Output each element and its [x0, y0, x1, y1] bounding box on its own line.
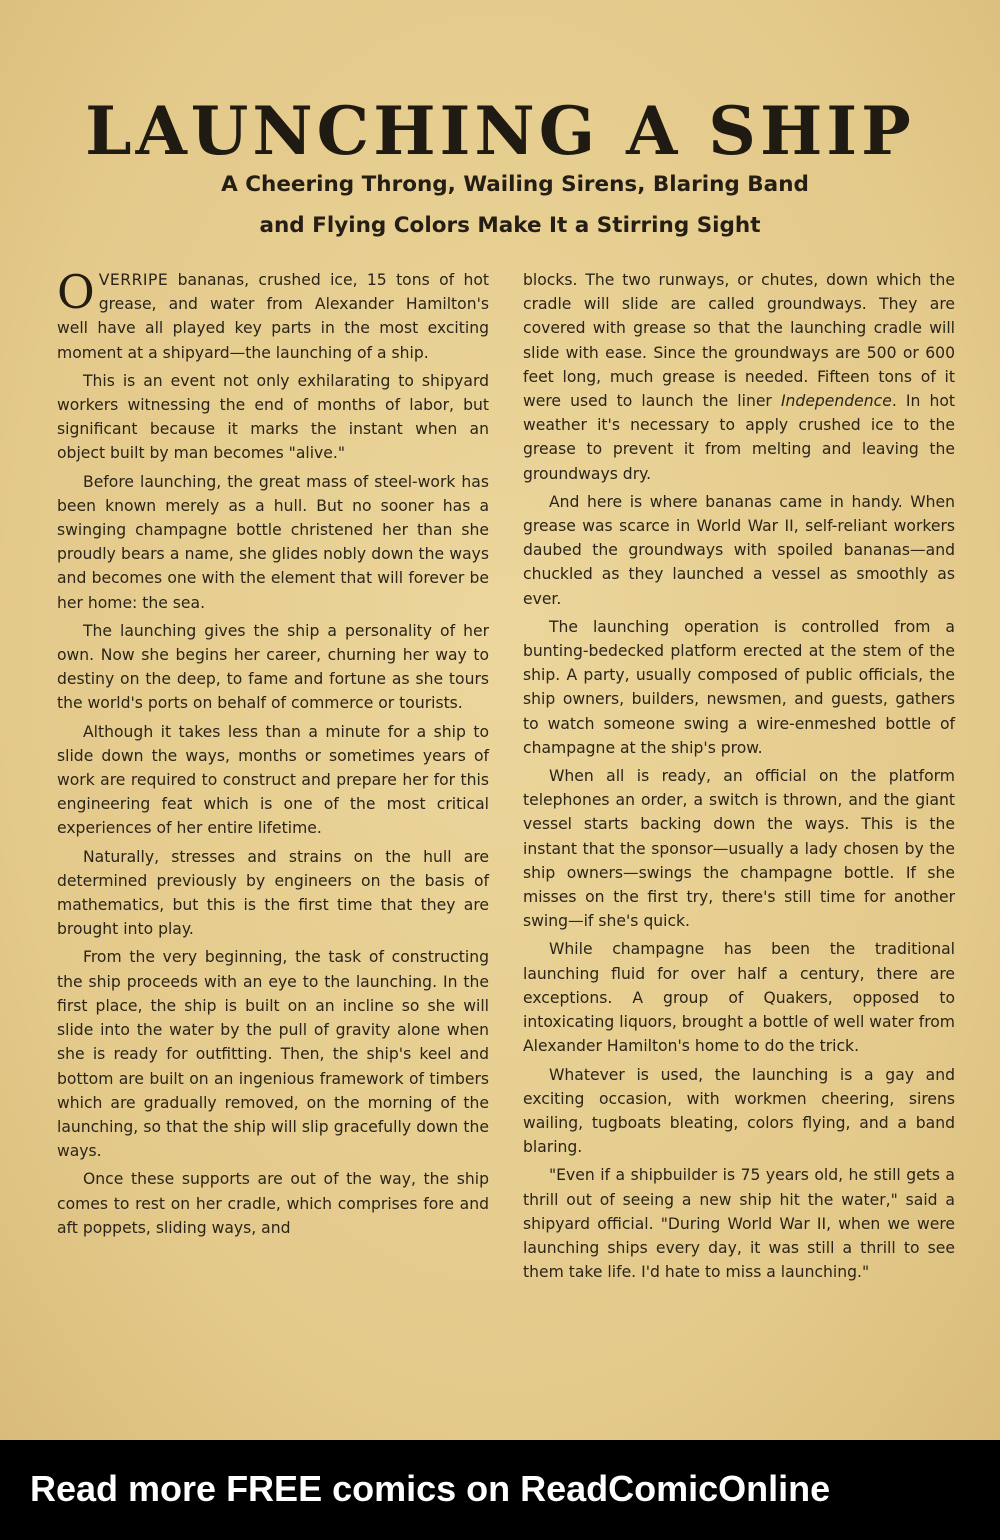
- paragraph-1: [57, 265, 489, 365]
- paragraph-2: This is an event not only exhilarating to shipyard workers witnessing the end of months of labor, but significant because it marks the instant when an object built by man becomes "alive.": [57, 371, 489, 463]
- paragraph-6: Naturally, stresses and strains on the hull are determined previously by engineers on the basis of mathematics, but this is the first time that they are brought into play.: [57, 847, 489, 939]
- right-column: [523, 268, 955, 1288]
- paragraph-15: "Even if a shipbuilder is 75 years old, he still gets a thrill out of seeing a new ship hit the water," said a shipyard official. "During World War II, when we were launching ships every day, it was still a thrill to see them take life. I'd hate to miss a launching.": [523, 1166, 955, 1282]
- paragraph-7: From the very beginning, the task of constructing the ship proceeds with an eye to the launching. In the first place, the ship is built on an incline so she will slide into the water by the pull of gravity alone when she is ready for outfitting. Then, the ship's keel and bottom are built on an ingenious framework of timbers which are gradually removed, on the morning of the launching, so that the ship will slip gracefully down the ways.: [57, 948, 489, 1161]
- paragraph-14: Whatever is used, the launching is a gay and exciting occasion, with workmen cheering, sirens wailing, tugboats bleating, colors flying, and a band blaring.: [523, 1065, 955, 1157]
- promo-footer-link[interactable]: Read more FREE comics on ReadComicOnline: [30, 1468, 831, 1509]
- paragraph-9-end: . In hot weather it's necessary to apply crushed ice to the grease to prevent it from melting and leaving the groundways dry.: [523, 392, 955, 483]
- paragraph-13: While champagne has been the traditional launching fluid for over half a century, there are exceptions. A group of Quakers, opposed to intoxicating liquors, brought a bottle of well water from Alexander Hamilton's home to do the trick.: [523, 940, 955, 1056]
- paragraph-5: Although it takes less than a minute for a ship to slide down the ways, months or sometimes years of work are required to construct and prepare her for this engineering feat which is one of the most critical experiences of her entire lifetime.: [57, 722, 489, 838]
- lead-caps: VERRIPE: [98, 271, 169, 289]
- paragraph-12: When all is ready, an official on the platform telephones an order, a switch is thrown, and the giant vessel starts backing down the ways. This is the instant that the sponsor—usually a lady chosen by the ship owners—swings the champagne bottle. If she misses on the first try, there's still time for another swing—if she's quick.: [523, 767, 955, 931]
- paragraph-3: Before launching, the great mass of steel-work has been known merely as a hull. But no sooner has a swinging champagne bottle christened her than she proudly bears a name, she glides nobly down the ways and becomes one with the element that will forever be her home: the sea.: [57, 472, 489, 612]
- left-column: [57, 265, 489, 1244]
- paragraph-10: And here is where bananas came in handy. When grease was scarce in World War II, self-reliant workers daubed the groundways with spoiled bananas—and chuckled as they launched a vessel as smoothly as ever.: [523, 492, 955, 608]
- article-subtitle-line-2: and Flying Colors Make It a Stirring Sight: [259, 213, 761, 238]
- paragraph-9: [523, 268, 955, 486]
- drop-cap: O: [57, 265, 95, 319]
- promo-footer-bar: [0, 1440, 1000, 1540]
- paragraph-9-text: blocks. The two runways, or chutes, down which the cradle will slide are called groundways. They are covered with grease so that the launching cradle will slide with ease. Since the groundways are 500 or 600 feet long, much grease is needed. Fifteen tons of it were used to launch the liner: [523, 271, 955, 411]
- paragraph-1-text: bananas, crushed ice, 15 tons of hot grease, and water from Alexander Hamilton's well have all played key parts in the most exciting moment at a shipyard—the launching of a ship.: [57, 271, 489, 362]
- paragraph-11: The launching operation is controlled from a bunting-bedecked platform erected at the stem of the ship. A party, usually composed of public officials, the ship owners, builders, newsmen, and guests, gathers to watch someone swing a wire-enmeshed bottle of champagne at the ship's prow.: [523, 617, 955, 757]
- article-subtitle-line-1: A Cheering Throng, Wailing Sirens, Blaring Band: [221, 172, 809, 197]
- ship-name-italic: Independence: [780, 392, 892, 411]
- article-title: LAUNCHING A SHIP: [85, 92, 915, 170]
- paragraph-4: The launching gives the ship a personality of her own. Now she begins her career, churning her way to destiny on the deep, to fame and fortune as she tours the world's ports on behalf of commerce or tourists.: [57, 621, 489, 713]
- paragraph-8: Once these supports are out of the way, the ship comes to rest on her cradle, which comprises fore and aft poppets, sliding ways, and: [57, 1170, 489, 1237]
